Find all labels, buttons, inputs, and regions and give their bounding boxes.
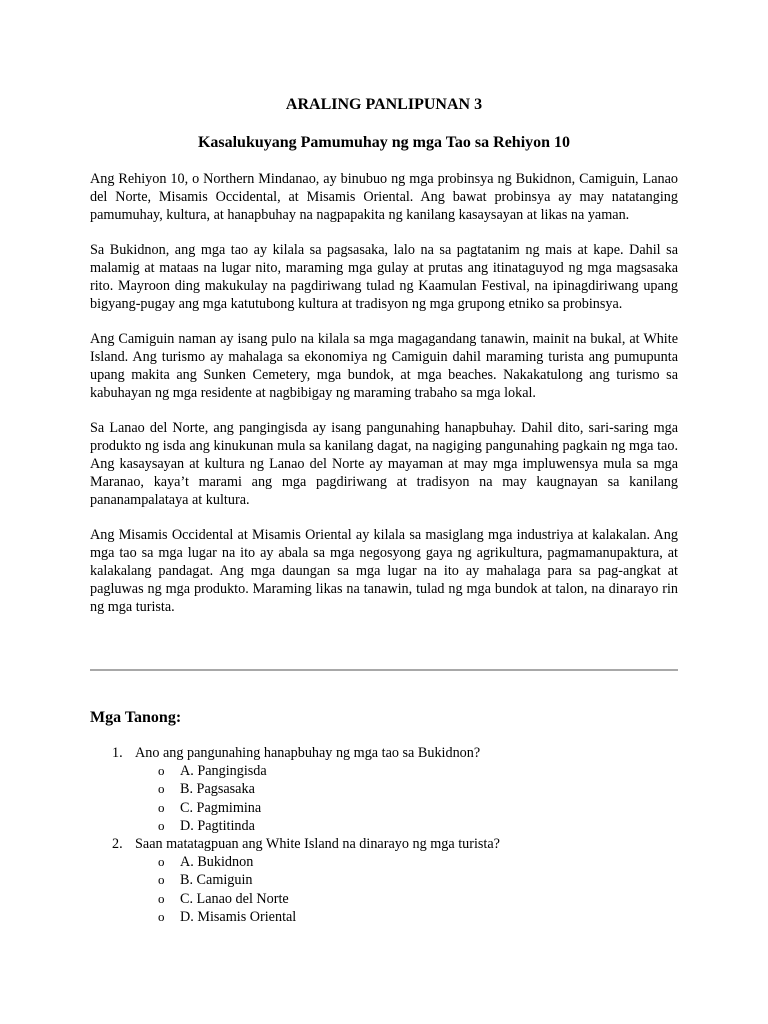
answer-option <box>90 762 678 780</box>
horizontal-divider <box>90 669 678 671</box>
option-text: B. Camiguin <box>180 872 253 889</box>
paragraph-bukidnon: Sa Bukidnon, ang mga tao ay kilala sa pagsasaka, lalo na sa pagtatanim ng mais at kape. Dahil sa malamig at mataas na lugar nito, maraming mga gulay at prutas ang itinataguyod ng mga magsasaka rito. Mayroon ding makukulay na pagdiriwang tulad ng Kaamulan Festival, na ipinagdiriwang upang bigyang-pugay ang mga katutubong kultura at tradisyon ng mga grupong etniko sa probinsya. <box>90 242 678 312</box>
bullet-icon: o <box>158 908 165 924</box>
answer-option <box>90 853 678 871</box>
option-text: A. Bukidnon <box>180 854 254 871</box>
question-item <box>90 835 678 853</box>
answer-option <box>90 890 678 908</box>
answer-option <box>90 799 678 817</box>
bullet-icon: o <box>158 817 165 833</box>
bullet-icon: o <box>158 763 165 779</box>
bullet-icon: o <box>158 854 165 870</box>
document-subtitle: Kasalukuyang Pamumuhay ng mga Tao sa Rehiyon 10 <box>197 134 571 151</box>
paragraph-intro: Ang Rehiyon 10, o Northern Mindanao, ay binubuo ng mga probinsya ng Bukidnon, Camiguin, Lanao del Norte, Misamis Occidental, at Misamis Oriental. Ang bawat probinsya ay may natatanging pamumuhay, kultura, at hanapbuhay na nagpapakita ng kanilang kasaysayan at likas na yaman. <box>90 171 678 223</box>
bullet-icon: o <box>158 799 165 815</box>
question-text: Saan matatagpuan ang White Island na dinarayo ng mga turista? <box>135 835 500 852</box>
option-text: D. Pagtitinda <box>180 817 255 834</box>
bullet-icon: o <box>158 872 165 888</box>
answer-option <box>90 908 678 926</box>
bullet-icon: o <box>158 890 165 906</box>
paragraph-camiguin: Ang Camiguin naman ay isang pulo na kilala sa mga magagandang tanawin, mainit na bukal, at White Island. Ang turismo ay mahalaga sa ekonomiya ng Camiguin dahil maraming turista ang pumupunta upang makita ang Sunken Cemetery, mga bundok, at mga beaches. Nakakatulong ang turismo sa kabuhayan ng mga residente at nagbibigay ng maraming trabaho sa mga lokal. <box>90 331 678 401</box>
paragraph-misamis: Ang Misamis Occidental at Misamis Oriental ay kilala sa masiglang mga industriya at kalakalan. Ang mga tao sa mga lugar na ito ay abala sa mga negosyong gaya ng agrikultura, pagmamanupaktura, at kalakalang pandagat. Ang mga daungan sa mga lugar na ito ay mahalaga para sa pag-angkat at pagluwas ng mga produkto. Maraming likas na tanawin, tulad ng mga bundok at talon, na dinarayo rin ng mga turista. <box>90 527 678 615</box>
answer-option <box>90 817 678 835</box>
question-number: 2. <box>112 835 123 852</box>
questions-heading: Mga Tanong: <box>90 709 182 726</box>
question-item <box>90 744 678 762</box>
answer-option <box>90 780 678 798</box>
option-text: C. Lanao del Norte <box>180 890 289 907</box>
body-text <box>90 170 678 633</box>
option-text: A. Pangingisda <box>180 763 267 780</box>
bullet-icon: o <box>158 781 165 797</box>
question-text: Ano ang pangunahing hanapbuhay ng mga tao sa Bukidnon? <box>135 745 481 761</box>
question-number: 1. <box>112 745 123 761</box>
option-text: B. Pagsasaka <box>180 781 255 798</box>
question-list <box>90 744 678 926</box>
option-text: D. Misamis Oriental <box>180 908 297 925</box>
paragraph-lanao-del-norte: Sa Lanao del Norte, ang pangingisda ay isang pangunahing hanapbuhay. Dahil dito, sari-saring mga produkto ng isda ang kinukunan mula sa kanilang dagat, na nagiging pangunahing pagkain ng mga tao. Ang kasaysayan at kultura ng Lanao del Norte ay mayaman at may mga impluwensya mula sa mga Maranao, kaya’t marami ang mga pagdiriwang at tradisyon na may kaugnayan sa kanilang pananampalataya at kultura. <box>90 420 678 508</box>
option-text: C. Pagmimina <box>180 799 262 816</box>
document-title: ARALING PANLIPUNAN 3 <box>285 96 483 113</box>
answer-option <box>90 871 678 889</box>
